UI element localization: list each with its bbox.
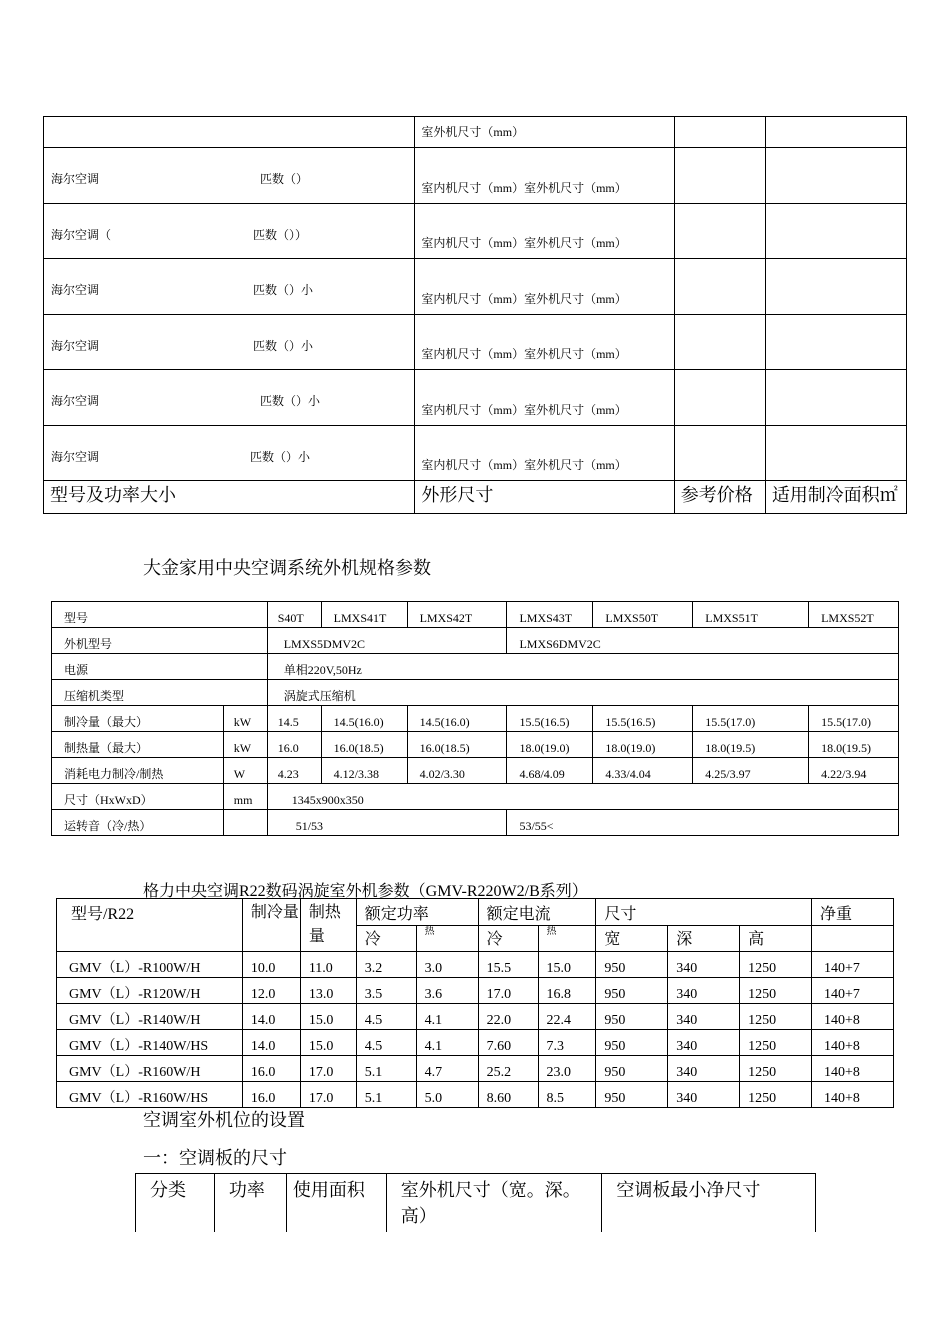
size-unit: mm [223,784,267,810]
haier-table [43,116,907,514]
haier-price-cell [674,259,765,315]
spec-value: 14.5(16.0) [407,706,507,732]
haier-units: 匹数（）） [253,228,308,242]
haier-units: 匹数（）小 [253,339,314,353]
header-outdoor-size: 室外机尺寸（宽。深。高） [386,1174,602,1233]
haier-dims: 室内机尺寸（mm）室外机尺寸（mm） [421,292,627,306]
haier-dims: 室内机尺寸（mm）室外机尺寸（mm） [421,458,627,472]
haier-area-cell [765,370,906,426]
haier-price-cell [674,204,765,259]
model-cell: LMXS50T [593,602,693,628]
spec-label: 制热量（最大） [52,732,224,758]
haier-dims: 室内机尺寸（mm）室外机尺寸（mm） [421,403,627,417]
spec-value: 4.33/4.04 [593,758,693,784]
compressor-value: 涡旋式压缩机 [267,680,898,706]
header-model: 型号/R22 [57,899,243,952]
header-dimensions: 外形尺寸 [415,481,674,514]
haier-brand: 海尔空调 [51,283,100,297]
spec-value: 4.22/3.94 [809,758,899,784]
table-row: GMV（L）-R100W/H 10.0 11.0 3.2 3.0 15.5 15.0 950 340 1250 140+7 [57,952,894,978]
spec-value: 15.5(16.5) [593,706,693,732]
haier-cell [765,117,906,148]
power-value: 单相220V,50Hz [267,654,898,680]
table-row: GMV（L）-R140W/HS 14.0 15.0 4.5 4.1 7.60 7.3 950 340 1250 140+8 [57,1030,894,1056]
spec-value: 18.0(19.5) [693,732,809,758]
header-rated-power: 额定功率 [356,899,478,926]
spec-value: 4.12/3.38 [321,758,407,784]
haier-price-cell [674,148,765,204]
haier-price-cell [674,426,765,481]
ac-board-table [135,1173,816,1232]
haier-price-cell [674,315,765,370]
outdoor-label: 外机型号 [52,628,268,654]
haier-area-cell [765,259,906,315]
spec-label: 制冷量（最大） [52,706,224,732]
header-height: 高 [740,926,812,952]
spec-unit: kW [223,706,267,732]
spec-value: 15.5(16.5) [507,706,593,732]
spec-label: 消耗电力制冷/制热 [52,758,224,784]
power-label: 电源 [52,654,268,680]
haier-area-cell [765,315,906,370]
haier-dim-cell [415,370,674,426]
haier-dim-cell [415,148,674,204]
haier-dim-cell [415,259,674,315]
spec-value: 18.0(19.5) [809,732,899,758]
spec-value: 14.5(16.0) [321,706,407,732]
haier-dim-text: 室外机尺寸（mm） [421,125,525,139]
header-weight-blank [812,926,894,952]
model-label: 型号 [52,602,268,628]
header-category: 分类 [136,1174,215,1233]
haier-dims: 室内机尺寸（mm）室外机尺寸（mm） [421,347,627,361]
size-value: 1345x900x350 [267,784,898,810]
haier-units: 匹数（）小 [253,283,314,297]
outdoor-model: LMXS6DMV2C [507,628,899,654]
table-row: GMV（L）-R120W/H 12.0 13.0 3.5 3.6 17.0 16.8 950 340 1250 140+7 [57,978,894,1004]
header-price: 参考价格 [674,481,765,514]
noise-value: 51/53 [267,810,507,836]
haier-dim-cell [415,426,674,481]
header-cooling: 制冷量 [242,899,300,952]
size-label: 尺寸（HxWxD） [52,784,224,810]
header-size: 尺寸 [596,899,812,926]
haier-dims: 室内机尺寸（mm）室外机尺寸（mm） [421,181,627,195]
header-power: 功率 [214,1174,286,1233]
haier-model-cell [44,148,415,204]
daikin-title: 大金家用中央空调系统外机规格参数 [143,558,431,578]
haier-brand: 海尔空调（ [51,228,112,242]
haier-area-cell [765,204,906,259]
gree-title: 格力中央空调R22数码涡旋室外机参数（GMV-R220W2/B系列） [143,883,588,900]
section-title: 空调室外机位的设置 [143,1110,305,1130]
table-row: GMV（L）-R160W/HS 16.0 17.0 5.1 5.0 8.60 8.5 950 340 1250 140+8 [57,1082,894,1108]
noise-label: 运转音（冷/热） [52,810,224,836]
spec-value: 15.5(17.0) [809,706,899,732]
spec-value: 4.23 [267,758,321,784]
spec-value: 16.0(18.5) [407,732,507,758]
haier-dim-cell [415,204,674,259]
spec-unit: kW [223,732,267,758]
haier-brand: 海尔空调 [51,172,100,186]
haier-brand: 海尔空调 [51,339,100,353]
haier-cell [415,117,674,148]
header-hot: 热 [538,926,596,952]
header-width: 宽 [596,926,668,952]
haier-model-cell [44,370,415,426]
gree-table [56,898,894,1108]
model-cell: S40T [267,602,321,628]
noise-value: 53/55< [507,810,899,836]
noise-unit [223,810,267,836]
model-cell: LMXS43T [507,602,593,628]
spec-value: 18.0(19.0) [507,732,593,758]
haier-price-cell [674,370,765,426]
haier-units: 匹数（） [260,172,309,186]
model-cell: LMXS41T [321,602,407,628]
spec-unit: W [223,758,267,784]
haier-brand: 海尔空调 [51,450,100,464]
header-rated-current: 额定电流 [478,899,596,926]
table-row: GMV（L）-R140W/H 14.0 15.0 4.5 4.1 22.0 22.4 950 340 1250 140+8 [57,1004,894,1030]
haier-area-cell [765,148,906,204]
model-cell: LMXS52T [809,602,899,628]
header-model-power: 型号及功率大小 [44,481,415,514]
haier-model-cell [44,259,415,315]
header-hot: 热 [416,926,478,952]
table-row: GMV（L）-R160W/H 16.0 17.0 5.1 4.7 25.2 23.0 950 340 1250 140+8 [57,1056,894,1082]
header-weight: 净重 [812,899,894,926]
header-depth: 深 [668,926,740,952]
spec-value: 4.02/3.30 [407,758,507,784]
spec-value: 16.0(18.5) [321,732,407,758]
header-cold: 冷 [356,926,416,952]
spec-value: 16.0 [267,732,321,758]
haier-model-cell [44,204,415,259]
haier-units: 匹数（）小 [260,394,321,408]
compressor-label: 压缩机类型 [52,680,268,706]
haier-brand: 海尔空调 [51,394,100,408]
haier-dim-cell [415,315,674,370]
daikin-table [51,601,899,836]
haier-cell [674,117,765,148]
haier-units: 匹数（）小 [250,450,311,464]
header-board-size: 空调板最小净尺寸 [602,1174,816,1233]
outdoor-model: LMXS5DMV2C [267,628,507,654]
spec-value: 4.68/4.09 [507,758,593,784]
spec-value: 14.5 [267,706,321,732]
header-usage-area: 使用面积 [286,1174,386,1233]
spec-value: 15.5(17.0) [693,706,809,732]
haier-cell [44,117,415,148]
model-cell: LMXS51T [693,602,809,628]
header-cold: 冷 [478,926,538,952]
model-cell: LMXS42T [407,602,507,628]
header-heating: 制热量 [300,899,356,952]
haier-model-cell [44,315,415,370]
spec-value: 18.0(19.0) [593,732,693,758]
haier-area-cell [765,426,906,481]
header-area: 适用制冷面积㎡ [765,481,906,514]
haier-model-cell [44,426,415,481]
spec-value: 4.25/3.97 [693,758,809,784]
section-subtitle: 一：空调板的尺寸 [143,1148,287,1168]
haier-dims: 室内机尺寸（mm）室外机尺寸（mm） [421,236,627,250]
